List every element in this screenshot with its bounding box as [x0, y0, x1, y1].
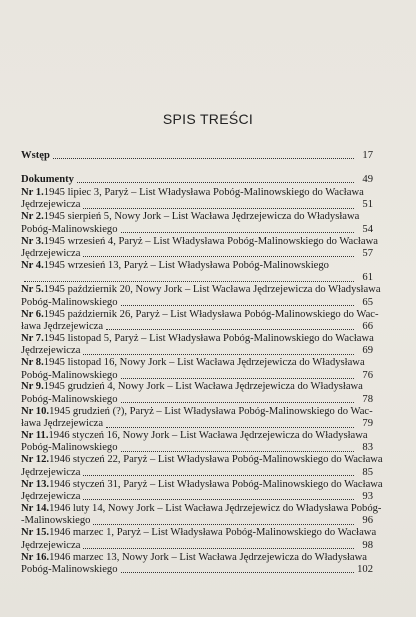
toc-entry: [21, 308, 379, 334]
toc-entry-number: Nr 5.: [21, 284, 44, 296]
leader-dots: [83, 475, 354, 476]
toc-entry-text-continued: Jędrzejewicza: [21, 466, 81, 478]
toc-page-number: 57: [362, 248, 373, 259]
toc-entry: [21, 333, 373, 358]
toc-entry-number: Nr 16.: [21, 551, 50, 563]
toc-entry-text: 1945 listopad 16, Nowy Jork – List Wacława Jędrzejewicza do Władysława: [43, 357, 365, 369]
toc-entry: [21, 552, 373, 577]
leader-dots: [93, 524, 354, 525]
toc-page-number: 66: [362, 320, 373, 332]
toc-entry: [21, 454, 383, 479]
toc-entry-text-continued: -Malinowskiego: [21, 515, 91, 527]
toc-entry-number: Nr 10.: [21, 405, 50, 417]
toc-page-number: 69: [362, 345, 373, 357]
leader-dots: [121, 402, 354, 403]
toc-entry-number: Nr 6.: [21, 308, 44, 320]
toc-entry: [21, 381, 373, 406]
toc-entry: [21, 502, 382, 528]
toc-entry: [21, 260, 373, 285]
toc-entry-text: 1946 styczeń 31, Paryż – List Władysława Pobóg-Malinowskiego do Wacława: [49, 478, 383, 490]
toc-page-number: 102: [357, 563, 373, 575]
toc-entry-number: Nr 4.: [21, 259, 44, 271]
toc-entry-text: 1946 marzec 13, Nowy Jork – List Wacława Jędrzejewicza do Władysława: [49, 551, 367, 563]
toc-entry-text: 1946 styczeń 22, Paryż – List Władysława Pobóg-Malinowskiego do Wacława: [49, 454, 383, 466]
toc-entry-text: 1946 luty 14, Nowy Jork – List Wacława Jędrzejewicz do Władysława Pobóg-: [49, 502, 382, 514]
toc-page-number: 51: [362, 199, 373, 211]
toc-page-number: 76: [362, 369, 373, 381]
toc-entry: [21, 406, 373, 431]
toc-entry-text: 1945 wrzesień 13, Paryż – List Władysława Pobóg-Malinowskiego: [43, 259, 329, 271]
leader-dots: [83, 256, 354, 257]
toc-entry-text-continued: Jędrzejewicza: [21, 199, 81, 211]
toc-page-number: 49: [362, 174, 373, 185]
toc-entry-number: Nr 11.: [21, 430, 49, 441]
toc-entry-number: Nr 1.: [21, 187, 44, 198]
toc-entry-text: 1945 październik 20, Nowy Jork – List Wacława Jędrzejewicza do Władysława: [43, 284, 381, 296]
toc-entry-number: Nr 3.: [21, 235, 44, 247]
toc-entry-text: 1945 październik 26, Paryż – List Władysława Pobóg-Malinowskiego do Wac-: [43, 308, 379, 320]
toc-entry-text-continued: Jędrzejewicza: [21, 491, 81, 502]
toc-entry: [21, 478, 383, 504]
leader-dots: [83, 208, 354, 209]
toc-entry-text-continued: ława Jędrzejewicza: [21, 418, 104, 430]
toc-entry-text-continued: ława Jędrzejewicza: [21, 320, 104, 332]
toc-entry-label: Wstęp: [21, 150, 50, 161]
toc-entry-text-continued: Pobóg-Malinowskiego: [21, 563, 118, 575]
toc-entry-text: 1946 styczeń 16, Nowy Jork – List Wacława Jędrzejewicza do Władysława: [48, 430, 368, 441]
toc-entry-number: Nr 14.: [21, 502, 50, 514]
leader-dots: [106, 329, 354, 330]
toc-entry: [21, 235, 378, 261]
toc-entry-text: 1945 sierpień 5, Nowy Jork – List Wacława Jędrzejewicza do Władysława: [43, 211, 360, 223]
toc-entry-text-continued: Jędrzejewicza: [21, 248, 81, 259]
toc-entry-number: Nr 15.: [21, 527, 50, 539]
toc-page-number: 79: [362, 418, 373, 430]
page-title: SPIS TREŚCI: [162, 111, 254, 127]
leader-dots: [121, 232, 354, 233]
toc-entry-text-continued: Jędrzejewicza: [21, 345, 81, 357]
toc-entry-text: 1945 lipiec 3, Paryż – List Władysława Pobóg-Malinowskiego do Wacława: [43, 187, 364, 198]
leader-dots: [121, 378, 354, 379]
toc-page-number: 17: [362, 150, 373, 161]
toc-page-number: 65: [362, 296, 373, 308]
leader-dots: [83, 354, 354, 355]
toc-entry-text: 1946 marzec 1, Paryż – List Władysława Pobóg-Malinowskiego do Wacława: [49, 527, 377, 539]
leader-dots: [53, 157, 354, 159]
leader-dots: [106, 427, 354, 428]
toc-entry-text: 1945 grudzień 4, Nowy Jork – List Wacława Jędrzejewicza do Władysława: [43, 381, 363, 393]
toc-entry: [21, 211, 373, 236]
toc-entry: [21, 430, 373, 455]
toc-entry-wstep: [21, 150, 373, 162]
toc-page-number: 78: [362, 393, 373, 405]
toc-entry-text-continued: Pobóg-Malinowskiego: [21, 442, 118, 454]
toc-page-number: 93: [362, 491, 373, 502]
toc-page-number: 96: [362, 515, 373, 527]
toc-entry-text-continued: Pobóg-Malinowskiego: [21, 369, 118, 381]
leader-dots: [24, 281, 354, 282]
toc-entry-text: 1945 grudzień (?), Paryż – List Władysława Pobóg-Malinowskiego do Wac-: [49, 405, 373, 417]
toc-entry-number: Nr 7.: [21, 332, 44, 344]
toc-entry-label: Dokumenty: [21, 174, 74, 185]
toc-entry-text: 1945 listopad 5, Paryż – List Władysława Pobóg-Malinowskiego do Wacława: [43, 332, 374, 344]
leader-dots: [121, 451, 354, 452]
toc-entry-text-continued: Jędrzejewicza: [21, 539, 81, 551]
toc-entry-number: Nr 12.: [21, 454, 50, 466]
toc-page-number: 98: [362, 539, 373, 551]
toc-entry-number: Nr 2.: [21, 211, 44, 223]
toc-entry-text-continued: Pobóg-Malinowskiego: [21, 223, 118, 235]
toc-entry: [21, 357, 373, 382]
toc-entry-number: Nr 8.: [21, 357, 44, 369]
toc-entry-text-continued: Pobóg-Malinowskiego: [21, 296, 118, 308]
leader-dots: [121, 572, 354, 573]
toc-entry-number: Nr 9.: [21, 381, 44, 393]
leader-dots: [83, 548, 354, 549]
toc-page-number: 83: [362, 442, 373, 454]
toc-entry: [21, 284, 381, 309]
toc-entry-text: 1945 wrzesień 4, Paryż – List Władysława Pobóg-Malinowskiego do Wacława: [43, 235, 378, 247]
leader-dots: [121, 305, 354, 306]
toc-entry: [21, 527, 377, 552]
toc-entry-dokumenty: [21, 174, 373, 186]
toc-page-number: 54: [362, 223, 373, 235]
toc-page-number: 85: [362, 466, 373, 478]
leader-dots: [77, 181, 354, 183]
toc-entry: [21, 187, 373, 212]
toc-page-number: 61: [362, 272, 373, 284]
toc-entry-number: Nr 13.: [21, 478, 50, 490]
leader-dots: [83, 499, 354, 500]
toc-entry-text-continued: Pobóg-Malinowskiego: [21, 393, 118, 405]
